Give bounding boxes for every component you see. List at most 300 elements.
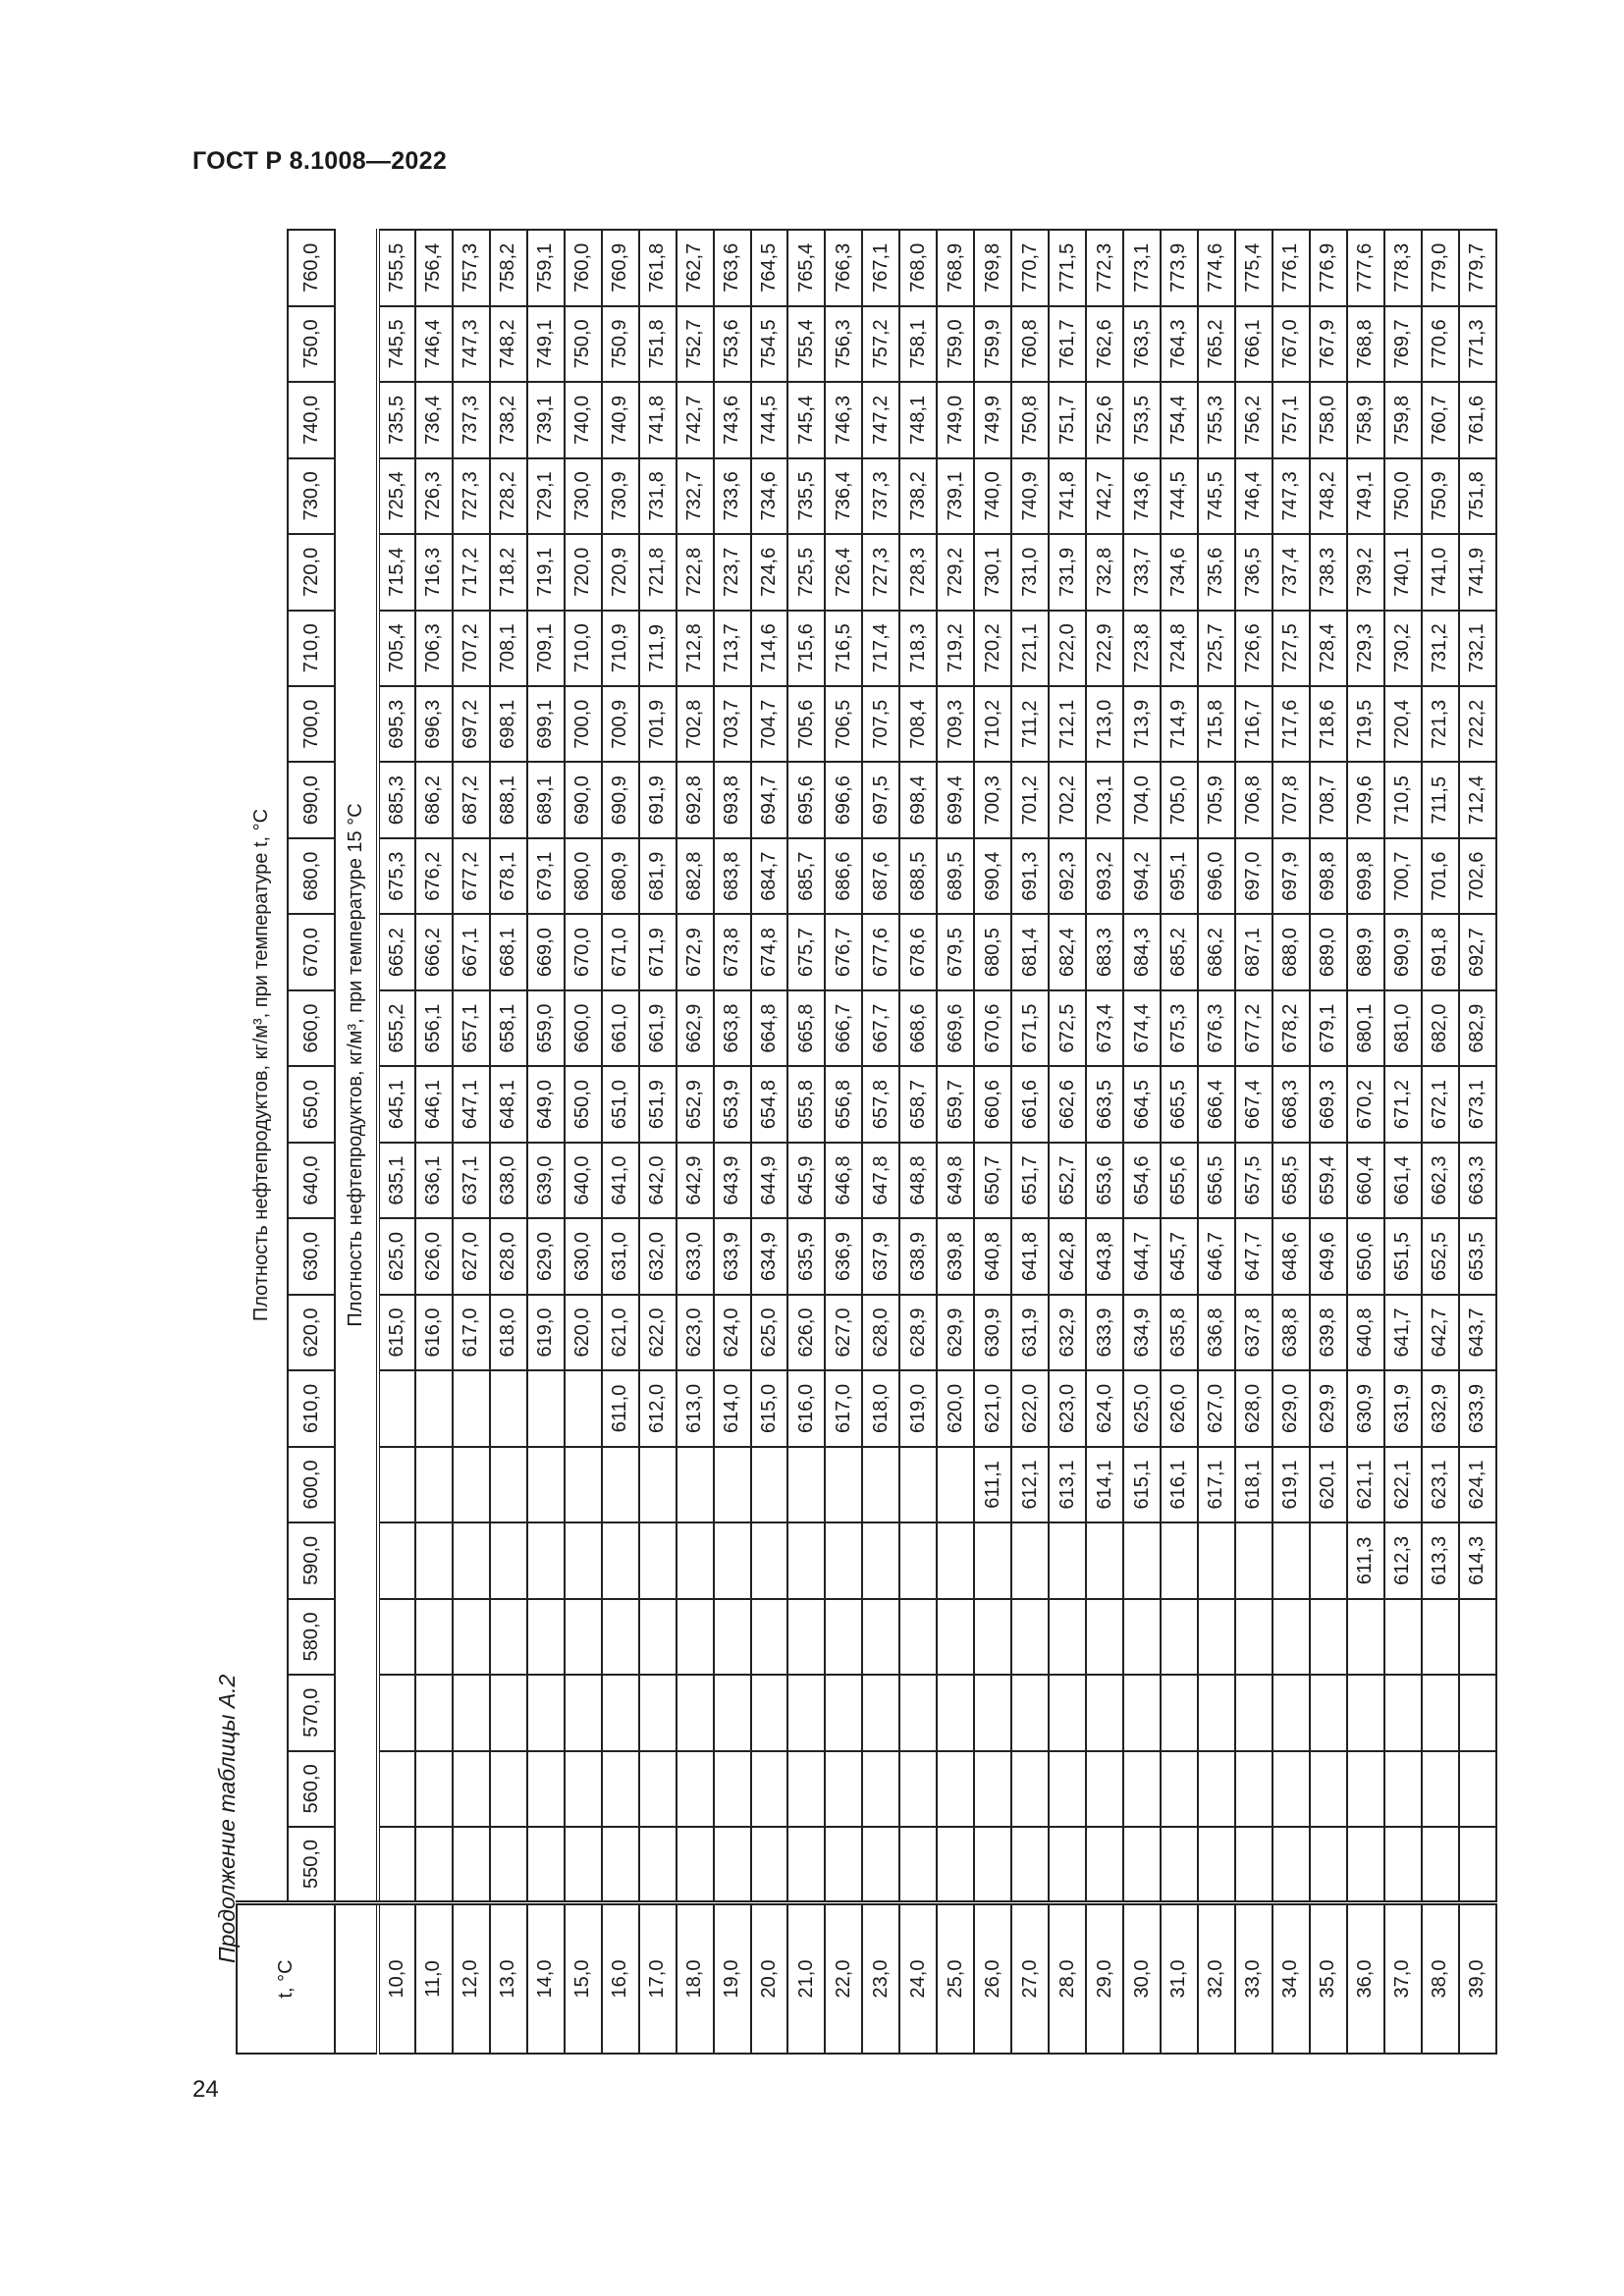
- density-cell: 721,8: [639, 534, 677, 610]
- density-cell: 647,8: [862, 1143, 899, 1218]
- density-cell: [602, 1827, 639, 1902]
- density-cell: 713,7: [714, 611, 751, 686]
- density-cell: 654,8: [751, 1066, 788, 1142]
- table-row: [751, 230, 788, 2054]
- density-cell: 692,3: [1049, 838, 1086, 914]
- density-cell: [1384, 1675, 1422, 1750]
- density-cell: [1011, 1751, 1049, 1827]
- density-cell: 749,9: [974, 382, 1011, 457]
- density-cell: 629,9: [1310, 1370, 1347, 1446]
- density-cell: 632,9: [1049, 1295, 1086, 1370]
- density-cell: 701,6: [1422, 838, 1459, 914]
- density-cell: [1347, 1751, 1384, 1827]
- density-cell: 635,9: [787, 1218, 825, 1294]
- density-cell: [677, 1447, 714, 1522]
- density-cell: [751, 1675, 788, 1750]
- density-cell: 762,7: [677, 230, 714, 306]
- table-body: [378, 230, 1496, 2054]
- density-cell: [1086, 1751, 1123, 1827]
- density-cell: 637,1: [453, 1143, 490, 1218]
- density-cell: [787, 1522, 825, 1598]
- density-cell: 675,3: [1161, 990, 1198, 1066]
- density-cell: [714, 1522, 751, 1598]
- density-cell: [639, 1827, 677, 1902]
- density-cell: 700,0: [565, 686, 602, 762]
- density-cell: [453, 1827, 490, 1902]
- density-cell: 672,1: [1422, 1066, 1459, 1142]
- density-cell: 614,0: [714, 1370, 751, 1446]
- density-cell: [602, 1522, 639, 1598]
- table-row: [1161, 230, 1198, 2054]
- density-cell: 677,2: [453, 838, 490, 914]
- density-cell: 772,3: [1086, 230, 1123, 306]
- t-column-header: t, °C: [237, 1903, 335, 2055]
- density-cell: 730,0: [565, 458, 602, 534]
- density-cell: 647,1: [453, 1066, 490, 1142]
- density-cell: 680,9: [602, 838, 639, 914]
- density-cell: 661,0: [602, 990, 639, 1066]
- density-cell: 749,1: [1347, 458, 1384, 534]
- density-cell: 763,5: [1123, 306, 1161, 382]
- density-cell: 620,0: [565, 1295, 602, 1370]
- density-cell: 633,9: [1086, 1295, 1123, 1370]
- density-cell: 724,8: [1161, 611, 1198, 686]
- column-header: 760,0: [288, 230, 335, 306]
- density-cell: [862, 1522, 899, 1598]
- temperature-cell: 30,0: [1123, 1903, 1161, 2055]
- density-cell: 679,5: [937, 914, 974, 989]
- density-cell: 666,4: [1198, 1066, 1235, 1142]
- density-cell: 702,2: [1049, 762, 1086, 837]
- density-cell: [1198, 1827, 1235, 1902]
- density-cell: [751, 1751, 788, 1827]
- density-cell: 648,6: [1272, 1218, 1310, 1294]
- density-cell: [787, 1599, 825, 1675]
- density-cell: 689,5: [937, 838, 974, 914]
- density-cell: 625,0: [1123, 1370, 1161, 1446]
- density-cell: 755,3: [1198, 382, 1235, 457]
- density-cell: 623,0: [677, 1295, 714, 1370]
- sub-header: Плотность нефтепродуктов, кг/м³, при температуре 15 °C: [335, 230, 378, 1903]
- density-cell: [677, 1599, 714, 1675]
- density-cell: [527, 1675, 565, 1750]
- density-cell: [1123, 1751, 1161, 1827]
- density-cell: 630,0: [565, 1218, 602, 1294]
- column-header: 680,0: [288, 838, 335, 914]
- density-cell: 779,7: [1459, 230, 1496, 306]
- density-cell: 621,0: [602, 1295, 639, 1370]
- density-cell: [899, 1522, 937, 1598]
- density-cell: [1123, 1599, 1161, 1675]
- density-cell: 653,6: [1086, 1143, 1123, 1218]
- density-cell: [937, 1751, 974, 1827]
- density-cell: 759,1: [527, 230, 565, 306]
- density-cell: 619,0: [527, 1295, 565, 1370]
- density-cell: 698,4: [899, 762, 937, 837]
- density-cell: [1086, 1827, 1123, 1902]
- temperature-cell: 35,0: [1310, 1903, 1347, 2055]
- density-cell: 687,2: [453, 762, 490, 837]
- density-cell: [453, 1447, 490, 1522]
- density-cell: 738,2: [490, 382, 527, 457]
- table-row: [714, 230, 751, 2054]
- column-header: 590,0: [288, 1522, 335, 1598]
- table-row: [862, 230, 899, 2054]
- density-cell: 730,1: [974, 534, 1011, 610]
- density-cell: 657,5: [1235, 1143, 1272, 1218]
- density-cell: [1011, 1675, 1049, 1750]
- density-cell: 615,0: [378, 1295, 415, 1370]
- density-cell: 709,6: [1347, 762, 1384, 837]
- density-cell: 686,2: [1198, 914, 1235, 989]
- density-cell: 627,0: [453, 1218, 490, 1294]
- density-cell: 761,7: [1049, 306, 1086, 382]
- density-cell: 647,7: [1235, 1218, 1272, 1294]
- density-cell: 690,9: [1384, 914, 1422, 989]
- density-cell: 658,7: [899, 1066, 937, 1142]
- density-cell: 631,9: [1384, 1370, 1422, 1446]
- density-cell: [415, 1522, 453, 1598]
- density-cell: [490, 1675, 527, 1750]
- density-cell: 759,8: [1384, 382, 1422, 457]
- density-cell: 688,5: [899, 838, 937, 914]
- density-cell: [825, 1522, 862, 1598]
- density-cell: 626,0: [415, 1218, 453, 1294]
- density-cell: 651,7: [1011, 1143, 1049, 1218]
- density-cell: [899, 1447, 937, 1522]
- density-cell: 691,8: [1422, 914, 1459, 989]
- table-row: [1011, 230, 1049, 2054]
- density-cell: 620,0: [937, 1370, 974, 1446]
- density-cell: 664,5: [1123, 1066, 1161, 1142]
- density-cell: 652,7: [1049, 1143, 1086, 1218]
- density-cell: 639,0: [527, 1143, 565, 1218]
- table-row: [937, 230, 974, 2054]
- density-cell: 712,1: [1049, 686, 1086, 762]
- density-cell: 653,9: [714, 1066, 751, 1142]
- column-header: 620,0: [288, 1295, 335, 1370]
- density-cell: 611,0: [602, 1370, 639, 1446]
- density-cell: [527, 1447, 565, 1522]
- density-cell: 739,1: [937, 458, 974, 534]
- density-cell: 704,7: [751, 686, 788, 762]
- density-cell: [1459, 1827, 1496, 1902]
- density-cell: 769,8: [974, 230, 1011, 306]
- density-cell: 774,6: [1198, 230, 1235, 306]
- density-cell: 682,4: [1049, 914, 1086, 989]
- density-cell: 630,9: [974, 1295, 1011, 1370]
- density-cell: 778,3: [1384, 230, 1422, 306]
- density-cell: 720,2: [974, 611, 1011, 686]
- density-cell: 717,6: [1272, 686, 1310, 762]
- density-cell: 627,0: [825, 1295, 862, 1370]
- density-cell: [565, 1751, 602, 1827]
- column-header: 700,0: [288, 686, 335, 762]
- density-cell: 746,4: [1235, 458, 1272, 534]
- density-cell: 737,3: [862, 458, 899, 534]
- density-cell: 635,1: [378, 1143, 415, 1218]
- density-cell: 739,1: [527, 382, 565, 457]
- density-cell: 685,3: [378, 762, 415, 837]
- density-cell: 695,6: [787, 762, 825, 837]
- column-header: 600,0: [288, 1447, 335, 1522]
- density-cell: [453, 1599, 490, 1675]
- density-cell: 626,0: [1161, 1370, 1198, 1446]
- density-cell: 642,9: [677, 1143, 714, 1218]
- density-cell: 699,8: [1347, 838, 1384, 914]
- density-cell: [490, 1751, 527, 1827]
- density-cell: 645,9: [787, 1143, 825, 1218]
- density-cell: [378, 1447, 415, 1522]
- density-cell: 692,7: [1459, 914, 1496, 989]
- density-cell: 746,3: [825, 382, 862, 457]
- density-cell: 624,1: [1459, 1447, 1496, 1522]
- density-cell: 764,3: [1161, 306, 1198, 382]
- density-cell: 656,1: [415, 990, 453, 1066]
- density-cell: 732,1: [1459, 611, 1496, 686]
- density-cell: 749,1: [527, 306, 565, 382]
- density-cell: 719,2: [937, 611, 974, 686]
- density-cell: 671,2: [1384, 1066, 1422, 1142]
- density-cell: 729,1: [527, 458, 565, 534]
- density-cell: 663,5: [1086, 1066, 1123, 1142]
- density-cell: 676,7: [825, 914, 862, 989]
- density-cell: 680,5: [974, 914, 1011, 989]
- density-cell: [714, 1447, 751, 1522]
- density-cell: 657,8: [862, 1066, 899, 1142]
- density-cell: 615,1: [1123, 1447, 1161, 1522]
- column-header: 740,0: [288, 382, 335, 457]
- density-cell: 639,8: [937, 1218, 974, 1294]
- density-cell: 697,5: [862, 762, 899, 837]
- density-cell: 701,2: [1011, 762, 1049, 837]
- density-cell: 678,1: [490, 838, 527, 914]
- density-cell: [1272, 1675, 1310, 1750]
- density-cell: 737,3: [453, 382, 490, 457]
- density-cell: 692,8: [677, 762, 714, 837]
- density-cell: 665,5: [1161, 1066, 1198, 1142]
- density-cell: 667,1: [453, 914, 490, 989]
- rotated-table-container: [236, 229, 1497, 2055]
- density-cell: [937, 1522, 974, 1598]
- density-cell: [1459, 1599, 1496, 1675]
- density-cell: 617,1: [1198, 1447, 1235, 1522]
- density-cell: [527, 1370, 565, 1446]
- density-cell: [639, 1675, 677, 1750]
- density-cell: 649,8: [937, 1143, 974, 1218]
- density-cell: 732,7: [677, 458, 714, 534]
- density-cell: 737,4: [1272, 534, 1310, 610]
- density-cell: 758,0: [1310, 382, 1347, 457]
- density-cell: 717,2: [453, 534, 490, 610]
- density-cell: 651,5: [1384, 1218, 1422, 1294]
- density-cell: 645,7: [1161, 1218, 1198, 1294]
- density-cell: 641,0: [602, 1143, 639, 1218]
- density-cell: [899, 1599, 937, 1675]
- density-cell: 681,9: [639, 838, 677, 914]
- density-cell: 717,4: [862, 611, 899, 686]
- density-cell: 688,0: [1272, 914, 1310, 989]
- density-cell: 682,8: [677, 838, 714, 914]
- temperature-cell: 21,0: [787, 1903, 825, 2055]
- density-cell: 696,0: [1198, 838, 1235, 914]
- density-cell: [825, 1675, 862, 1750]
- density-cell: [415, 1827, 453, 1902]
- density-cell: [825, 1751, 862, 1827]
- density-cell: 632,0: [639, 1218, 677, 1294]
- density-cell: 619,1: [1272, 1447, 1310, 1522]
- density-cell: 699,4: [937, 762, 974, 837]
- density-cell: [639, 1447, 677, 1522]
- density-cell: [415, 1675, 453, 1750]
- density-cell: 751,8: [1459, 458, 1496, 534]
- density-cell: [1049, 1599, 1086, 1675]
- density-cell: 655,2: [378, 990, 415, 1066]
- density-cell: 733,7: [1123, 534, 1161, 610]
- density-cell: 678,2: [1272, 990, 1310, 1066]
- density-cell: 698,8: [1310, 838, 1347, 914]
- temperature-cell: 25,0: [937, 1903, 974, 2055]
- density-cell: 760,9: [602, 230, 639, 306]
- density-cell: [1086, 1675, 1123, 1750]
- density-cell: [1422, 1751, 1459, 1827]
- density-cell: 744,5: [751, 382, 788, 457]
- column-header: 710,0: [288, 611, 335, 686]
- density-cell: [714, 1675, 751, 1750]
- density-cell: 684,3: [1123, 914, 1161, 989]
- density-cell: 628,9: [899, 1295, 937, 1370]
- density-cell: 669,3: [1310, 1066, 1347, 1142]
- density-cell: 634,9: [751, 1218, 788, 1294]
- density-cell: 641,8: [1011, 1218, 1049, 1294]
- density-cell: 616,0: [415, 1295, 453, 1370]
- density-cell: [490, 1522, 527, 1598]
- density-cell: [862, 1751, 899, 1827]
- density-cell: [787, 1827, 825, 1902]
- density-cell: [974, 1675, 1011, 1750]
- density-cell: 768,8: [1347, 306, 1384, 382]
- density-cell: 757,3: [453, 230, 490, 306]
- density-cell: 663,8: [714, 990, 751, 1066]
- density-cell: 730,9: [602, 458, 639, 534]
- density-cell: 699,1: [527, 686, 565, 762]
- density-cell: 743,6: [714, 382, 751, 457]
- density-cell: 680,0: [565, 838, 602, 914]
- temperature-cell: 33,0: [1235, 1903, 1272, 2055]
- density-cell: 700,3: [974, 762, 1011, 837]
- density-cell: [1049, 1751, 1086, 1827]
- density-cell: [1347, 1675, 1384, 1750]
- density-cell: 768,9: [937, 230, 974, 306]
- density-cell: 706,3: [415, 611, 453, 686]
- density-cell: [1198, 1522, 1235, 1598]
- density-cell: 659,0: [527, 990, 565, 1066]
- column-header: 640,0: [288, 1143, 335, 1218]
- density-cell: [1161, 1522, 1198, 1598]
- density-cell: 765,4: [787, 230, 825, 306]
- density-cell: 758,9: [1347, 382, 1384, 457]
- density-cell: 760,0: [565, 230, 602, 306]
- density-cell: 748,2: [1310, 458, 1347, 534]
- density-cell: 696,6: [825, 762, 862, 837]
- density-cell: [527, 1599, 565, 1675]
- density-cell: 683,8: [714, 838, 751, 914]
- density-cell: 732,8: [1086, 534, 1123, 610]
- density-cell: 642,8: [1049, 1218, 1086, 1294]
- density-cell: 708,1: [490, 611, 527, 686]
- density-cell: 640,8: [1347, 1295, 1384, 1370]
- density-cell: 644,9: [751, 1143, 788, 1218]
- density-cell: 633,0: [677, 1218, 714, 1294]
- density-cell: [527, 1522, 565, 1598]
- density-cell: 616,0: [787, 1370, 825, 1446]
- density-cell: 675,7: [787, 914, 825, 989]
- density-cell: 697,2: [453, 686, 490, 762]
- density-cell: [751, 1827, 788, 1902]
- column-header: 580,0: [288, 1599, 335, 1675]
- table-row: [1086, 230, 1123, 2054]
- density-cell: [1198, 1675, 1235, 1750]
- density-cell: 756,3: [825, 306, 862, 382]
- density-cell: 636,9: [825, 1218, 862, 1294]
- temperature-cell: 16,0: [602, 1903, 639, 2055]
- density-cell: [862, 1675, 899, 1750]
- column-header: 670,0: [288, 914, 335, 989]
- density-cell: 753,5: [1123, 382, 1161, 457]
- density-cell: 745,5: [1198, 458, 1235, 534]
- density-cell: [862, 1447, 899, 1522]
- density-cell: 642,7: [1422, 1295, 1459, 1370]
- column-header: 630,0: [288, 1218, 335, 1294]
- density-cell: 661,9: [639, 990, 677, 1066]
- density-cell: 612,0: [639, 1370, 677, 1446]
- temperature-cell: 19,0: [714, 1903, 751, 2055]
- density-cell: 740,9: [602, 382, 639, 457]
- density-cell: 611,1: [974, 1447, 1011, 1522]
- density-cell: [602, 1599, 639, 1675]
- table-row: [378, 230, 415, 2054]
- density-cell: [1310, 1522, 1347, 1598]
- density-cell: 674,8: [751, 914, 788, 989]
- density-cell: [378, 1599, 415, 1675]
- density-cell: 655,8: [787, 1066, 825, 1142]
- density-cell: 718,2: [490, 534, 527, 610]
- density-cell: [1347, 1827, 1384, 1902]
- density-cell: 723,8: [1123, 611, 1161, 686]
- density-cell: 755,4: [787, 306, 825, 382]
- density-cell: [1310, 1675, 1347, 1750]
- density-cell: 722,8: [677, 534, 714, 610]
- density-cell: 679,1: [1310, 990, 1347, 1066]
- density-cell: 652,9: [677, 1066, 714, 1142]
- density-cell: [1347, 1599, 1384, 1675]
- density-cell: 633,9: [1459, 1370, 1496, 1446]
- density-cell: 640,8: [974, 1218, 1011, 1294]
- density-cell: [1272, 1522, 1310, 1598]
- density-cell: 697,0: [1235, 838, 1272, 914]
- table-row: [677, 230, 714, 2054]
- density-cell: [1161, 1675, 1198, 1750]
- density-cell: 675,3: [378, 838, 415, 914]
- density-cell: 764,5: [751, 230, 788, 306]
- density-cell: [378, 1675, 415, 1750]
- density-cell: 714,9: [1161, 686, 1198, 762]
- density-cell: 719,5: [1347, 686, 1384, 762]
- density-cell: 671,5: [1011, 990, 1049, 1066]
- density-cell: 629,0: [527, 1218, 565, 1294]
- density-cell: 756,4: [415, 230, 453, 306]
- density-cell: [937, 1675, 974, 1750]
